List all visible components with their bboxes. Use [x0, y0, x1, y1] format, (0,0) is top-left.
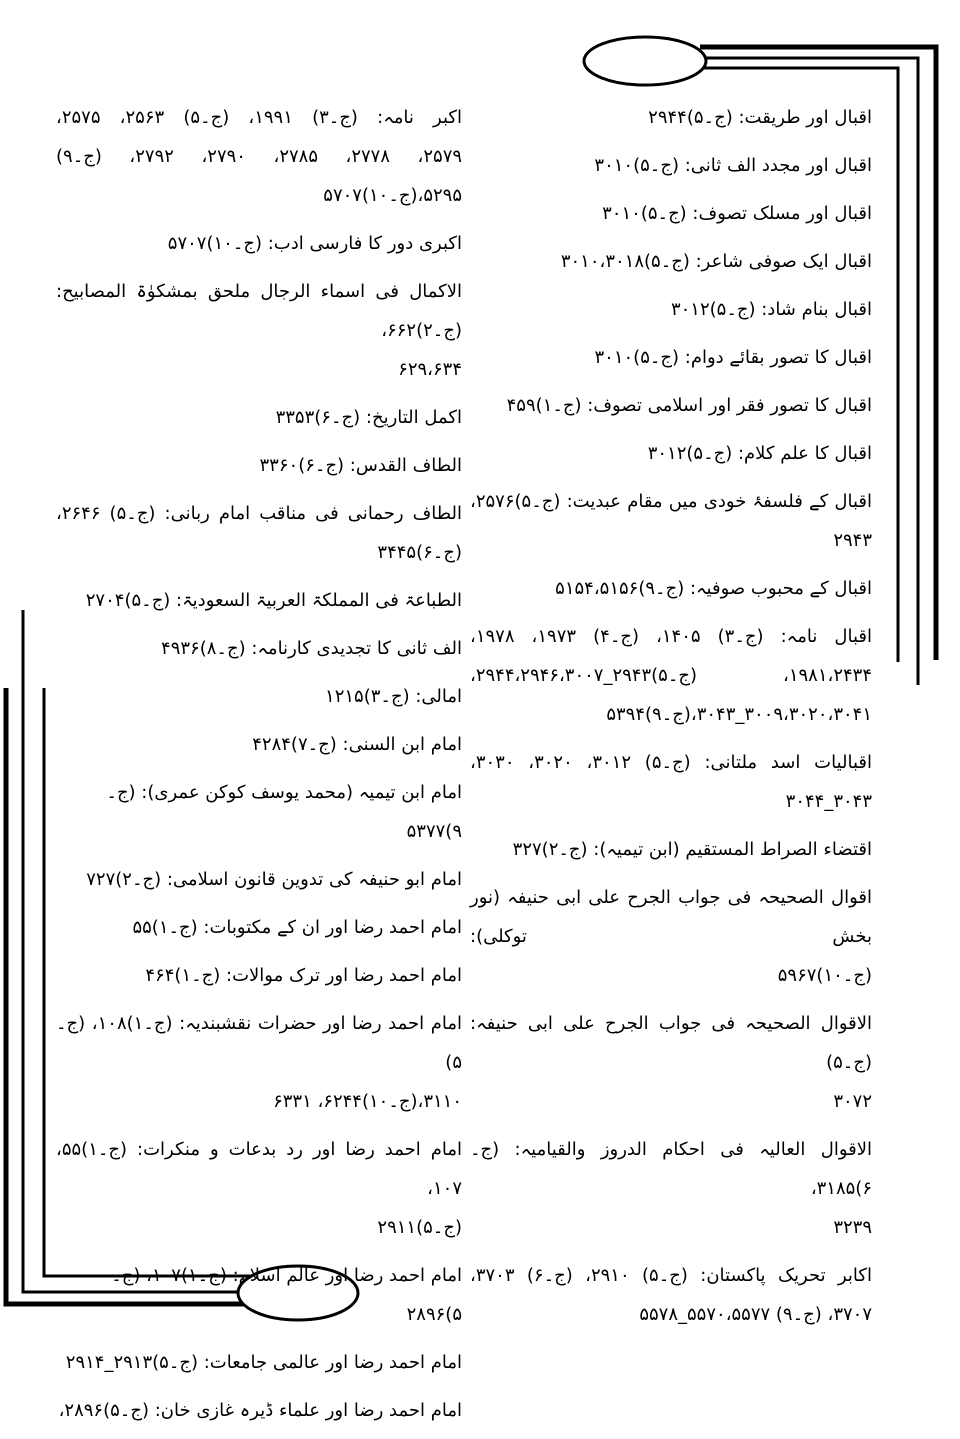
index-entry [470, 1004, 872, 1121]
index-entry [470, 194, 872, 233]
index-entry [56, 629, 462, 668]
index-entry [56, 446, 462, 485]
index-entry [470, 386, 872, 425]
index-entry-line: اقبالیات اسد ملتانی: (ج۔۵) ۳۰۱۲، ۳۰۲۰، ۳۰۳۰، [470, 752, 873, 773]
index-entry-line: الاقوال الصحیحہ فی جواب الجرح علی ابی حنیفہ: (ج۔۵) [470, 1013, 872, 1073]
index-entry-line: اکبر نامہ: (ج۔۳) ۱۹۹۱، (ج۔۵) ۲۵۶۳، ۲۵۷۵، [56, 107, 462, 128]
index-entry [470, 146, 872, 185]
index-entry-line: امام احمد رضا اور ترک موالات: (ج۔۱)۴۶۴ [145, 965, 462, 986]
index-entry [470, 878, 872, 995]
index-entry [470, 482, 872, 560]
index-entry [56, 1343, 462, 1382]
index-entry-line: امام احمد رضا اور حضرات نقشبندیہ: (ج۔۱)۱۰۸، (ج۔۵) [56, 1013, 462, 1073]
index-entry-line: الطباعۃ فی المملکۃ العربیۃ السعودیۃ: (ج۔۵)۲۷۰۴ [85, 590, 462, 611]
index-entry [56, 1256, 462, 1334]
index-entry [470, 569, 872, 608]
index-entry-line: (ج۔۱۰)۵۹۶۷ [777, 965, 872, 986]
index-entry-line: (ج۔۶)۳۴۴۵ [377, 542, 462, 563]
index-entry-line: اکمل التاریخ: (ج۔۶)۳۳۵۳ [275, 407, 462, 428]
index-entry [470, 1130, 872, 1247]
index-entry [56, 98, 462, 215]
index-entry [56, 677, 462, 716]
index-entry-line: ۳۰۴۳_۳۰۴۴ [785, 791, 872, 812]
index-entry-line: اقبال بنام شاد: (ج۔۵)۳۰۱۲ [670, 299, 872, 320]
index-entry-line: اقتضاء الصراط المستقیم (ابن تیمیہ): (ج۔۲)۳۲۷ [512, 839, 872, 860]
index-entry [470, 242, 872, 281]
index-entry-line: ۵۲۹۵،(ج۔۱۰)۵۷۰۷ [323, 185, 462, 206]
index-column-left [56, 98, 462, 1439]
index-entry [56, 1391, 462, 1430]
index-entry [470, 617, 872, 734]
index-entry-line: ۲۹۴۳ [833, 530, 872, 551]
index-entry [470, 338, 872, 377]
index-entry [56, 725, 462, 764]
index-entry-line: اقبال اور مسلک تصوف: (ج۔۵)۳۰۱۰ [602, 203, 872, 224]
index-entry-line: ۳۱۱۰،(ج۔۱۰)۶۲۴۴، ۶۳۳۱ [273, 1091, 462, 1112]
index-entry-line: امام احمد رضا اور ان کے مکتوبات: (ج۔۱)۵۵ [132, 917, 462, 938]
index-entry-line: الطاف رحمانی فی مناقب امام ربانی: (ج۔۵) ۲۶۴۶، [56, 503, 462, 524]
index-entry [470, 98, 872, 137]
index-entry-line: امام ابو حنیفہ کی تدوین قانون اسلامی: (ج۔۲)۷۲۷ [86, 869, 462, 890]
index-entry-line: اقبال اور طریقت: (ج۔۵)۲۹۴۴ [648, 107, 872, 128]
index-entry-line: اقبال کا تصور بقائے دوام: (ج۔۵)۳۰۱۰ [594, 347, 872, 368]
index-entry-line: الاکمال فی اسماء الرجال ملحق بمشکوٰۃ المصابیح: (ج۔۲)۶۶۲، [56, 281, 462, 341]
index-entry-line: اقبال کا علم کلام: (ج۔۵)۳۰۱۲ [647, 443, 872, 464]
index-entry-line: ۶۲۹،۶۳۴ [398, 359, 462, 380]
index-entry-line: امام احمد رضا اور علماء ڈیرہ غازی خان: (ج۔۵)۲۸۹۶، [58, 1400, 462, 1421]
index-entry [56, 1130, 462, 1247]
index-entry-line: امام احمد رضا اور رد بدعات و منکرات: (ج۔۱)۵۵، ۱۰۷، [56, 1139, 462, 1199]
index-entry [56, 224, 462, 263]
index-entry [470, 830, 872, 869]
index-entry-line: اقبال اور مجدد الف ثانی: (ج۔۵)۳۰۱۰ [594, 155, 872, 176]
index-entry [56, 860, 462, 899]
index-entry [56, 272, 462, 389]
index-entry [56, 581, 462, 620]
index-entry [470, 743, 872, 821]
index-entry-line: امام ابن السنی: (ج۔۷)۴۲۸۴ [252, 734, 462, 755]
index-entry [56, 398, 462, 437]
index-entry-line: امام ابن تیمیہ (محمد یوسف کوکن عمری): (ج۔۹)۵۳۷۷ [106, 782, 462, 842]
index-entry [56, 908, 462, 947]
index-entry-line: اقبال ایک صوفی شاعر: (ج۔۵)۳۰۱۰،۳۰۱۸ [560, 251, 872, 272]
index-entry-line: امام احمد رضا اور عالمی جامعات: (ج۔۵)۲۹۱۳_۲۹۱۴ [65, 1352, 462, 1373]
index-entry [56, 1004, 462, 1121]
index-entry [470, 1256, 872, 1334]
index-entry [56, 956, 462, 995]
index-entry [470, 290, 872, 329]
index-entry-line: امام احمد رضا اور عالم اسلام: (ج۔۱)۱۰۷، (ج۔۵)۲۸۹۶ [111, 1265, 462, 1325]
index-entry-line: اقبال نامہ: (ج۔۳) ۱۴۰۵، (ج۔۴) ۱۹۷۳، ۱۹۷۸، [470, 626, 872, 647]
index-entry-line: ۳۰۰۹،۳۰۲۰،۳۰۴۱_۳۰۴۳،(ج۔۹)۵۳۹۴ [606, 704, 872, 725]
index-entry-line: الف ثانی کا تجدیدی کارنامہ: (ج۔۸)۴۹۳۶ [161, 638, 462, 659]
index-entry-line: اکابر تحریک پاکستان: (ج۔۵) ۲۹۱۰، (ج۔۶) ۳۷۰۳، [470, 1265, 872, 1286]
index-entry [56, 494, 462, 572]
index-entry-line: الطاف القدس: (ج۔۶)۳۳۶۰ [259, 455, 462, 476]
index-entry-line: اقبال کے فلسفۂ خودی میں مقام عبدیت: (ج۔۵)۲۵۷۶، [470, 491, 872, 512]
index-entry-line: اقبال کے محبوب صوفیہ: (ج۔۹)۵۱۵۴،۵۱۵۶ [555, 578, 872, 599]
index-entry-line: ۳۰۷۲ [833, 1091, 872, 1112]
index-entry-line: اقوال الصحیحہ فی جواب الجرح علی ابی حنیفہ (نور بخش توکلی): [470, 887, 872, 947]
index-entry-line: ۳۲۳۹ [833, 1217, 872, 1238]
index-entry-line: اکبری دور کا فارسی ادب: (ج۔۱۰)۵۷۰۷ [167, 233, 462, 254]
index-entry-line: ۲۵۷۹، ۲۷۷۸، ۲۷۸۵، ۲۷۹۰، ۲۷۹۲، (ج۔۹) [56, 146, 463, 167]
index-entry-line: اقبال کا تصور فقر اور اسلامی تصوف: (ج۔۱)۴۵۹ [506, 395, 872, 416]
top-oval-ornament [584, 37, 706, 85]
index-entry [470, 434, 872, 473]
index-entry [56, 773, 462, 851]
index-entry-line: ۱۹۸۱،۲۴۳۴، (ج۔۵)۲۹۴۳_۲۹۴۴،۲۹۴۶،۳۰۰۷، [470, 665, 872, 686]
index-entry-line: (ج۔۵)۲۹۱۱ [377, 1217, 462, 1238]
index-entry-line: ۳۷۰۷، (ج۔۹) ۵۵۷۰،۵۵۷۷_۵۵۷۸ [639, 1304, 872, 1325]
index-column-right [470, 98, 872, 1343]
index-entry-line: امالی: (ج۔۳)۱۲۱۵ [325, 686, 462, 707]
index-entry-line: الاقوال العالیہ فی احکام الدروز والقیامیہ: (ج۔۶)۳۱۸۵، [470, 1139, 872, 1199]
